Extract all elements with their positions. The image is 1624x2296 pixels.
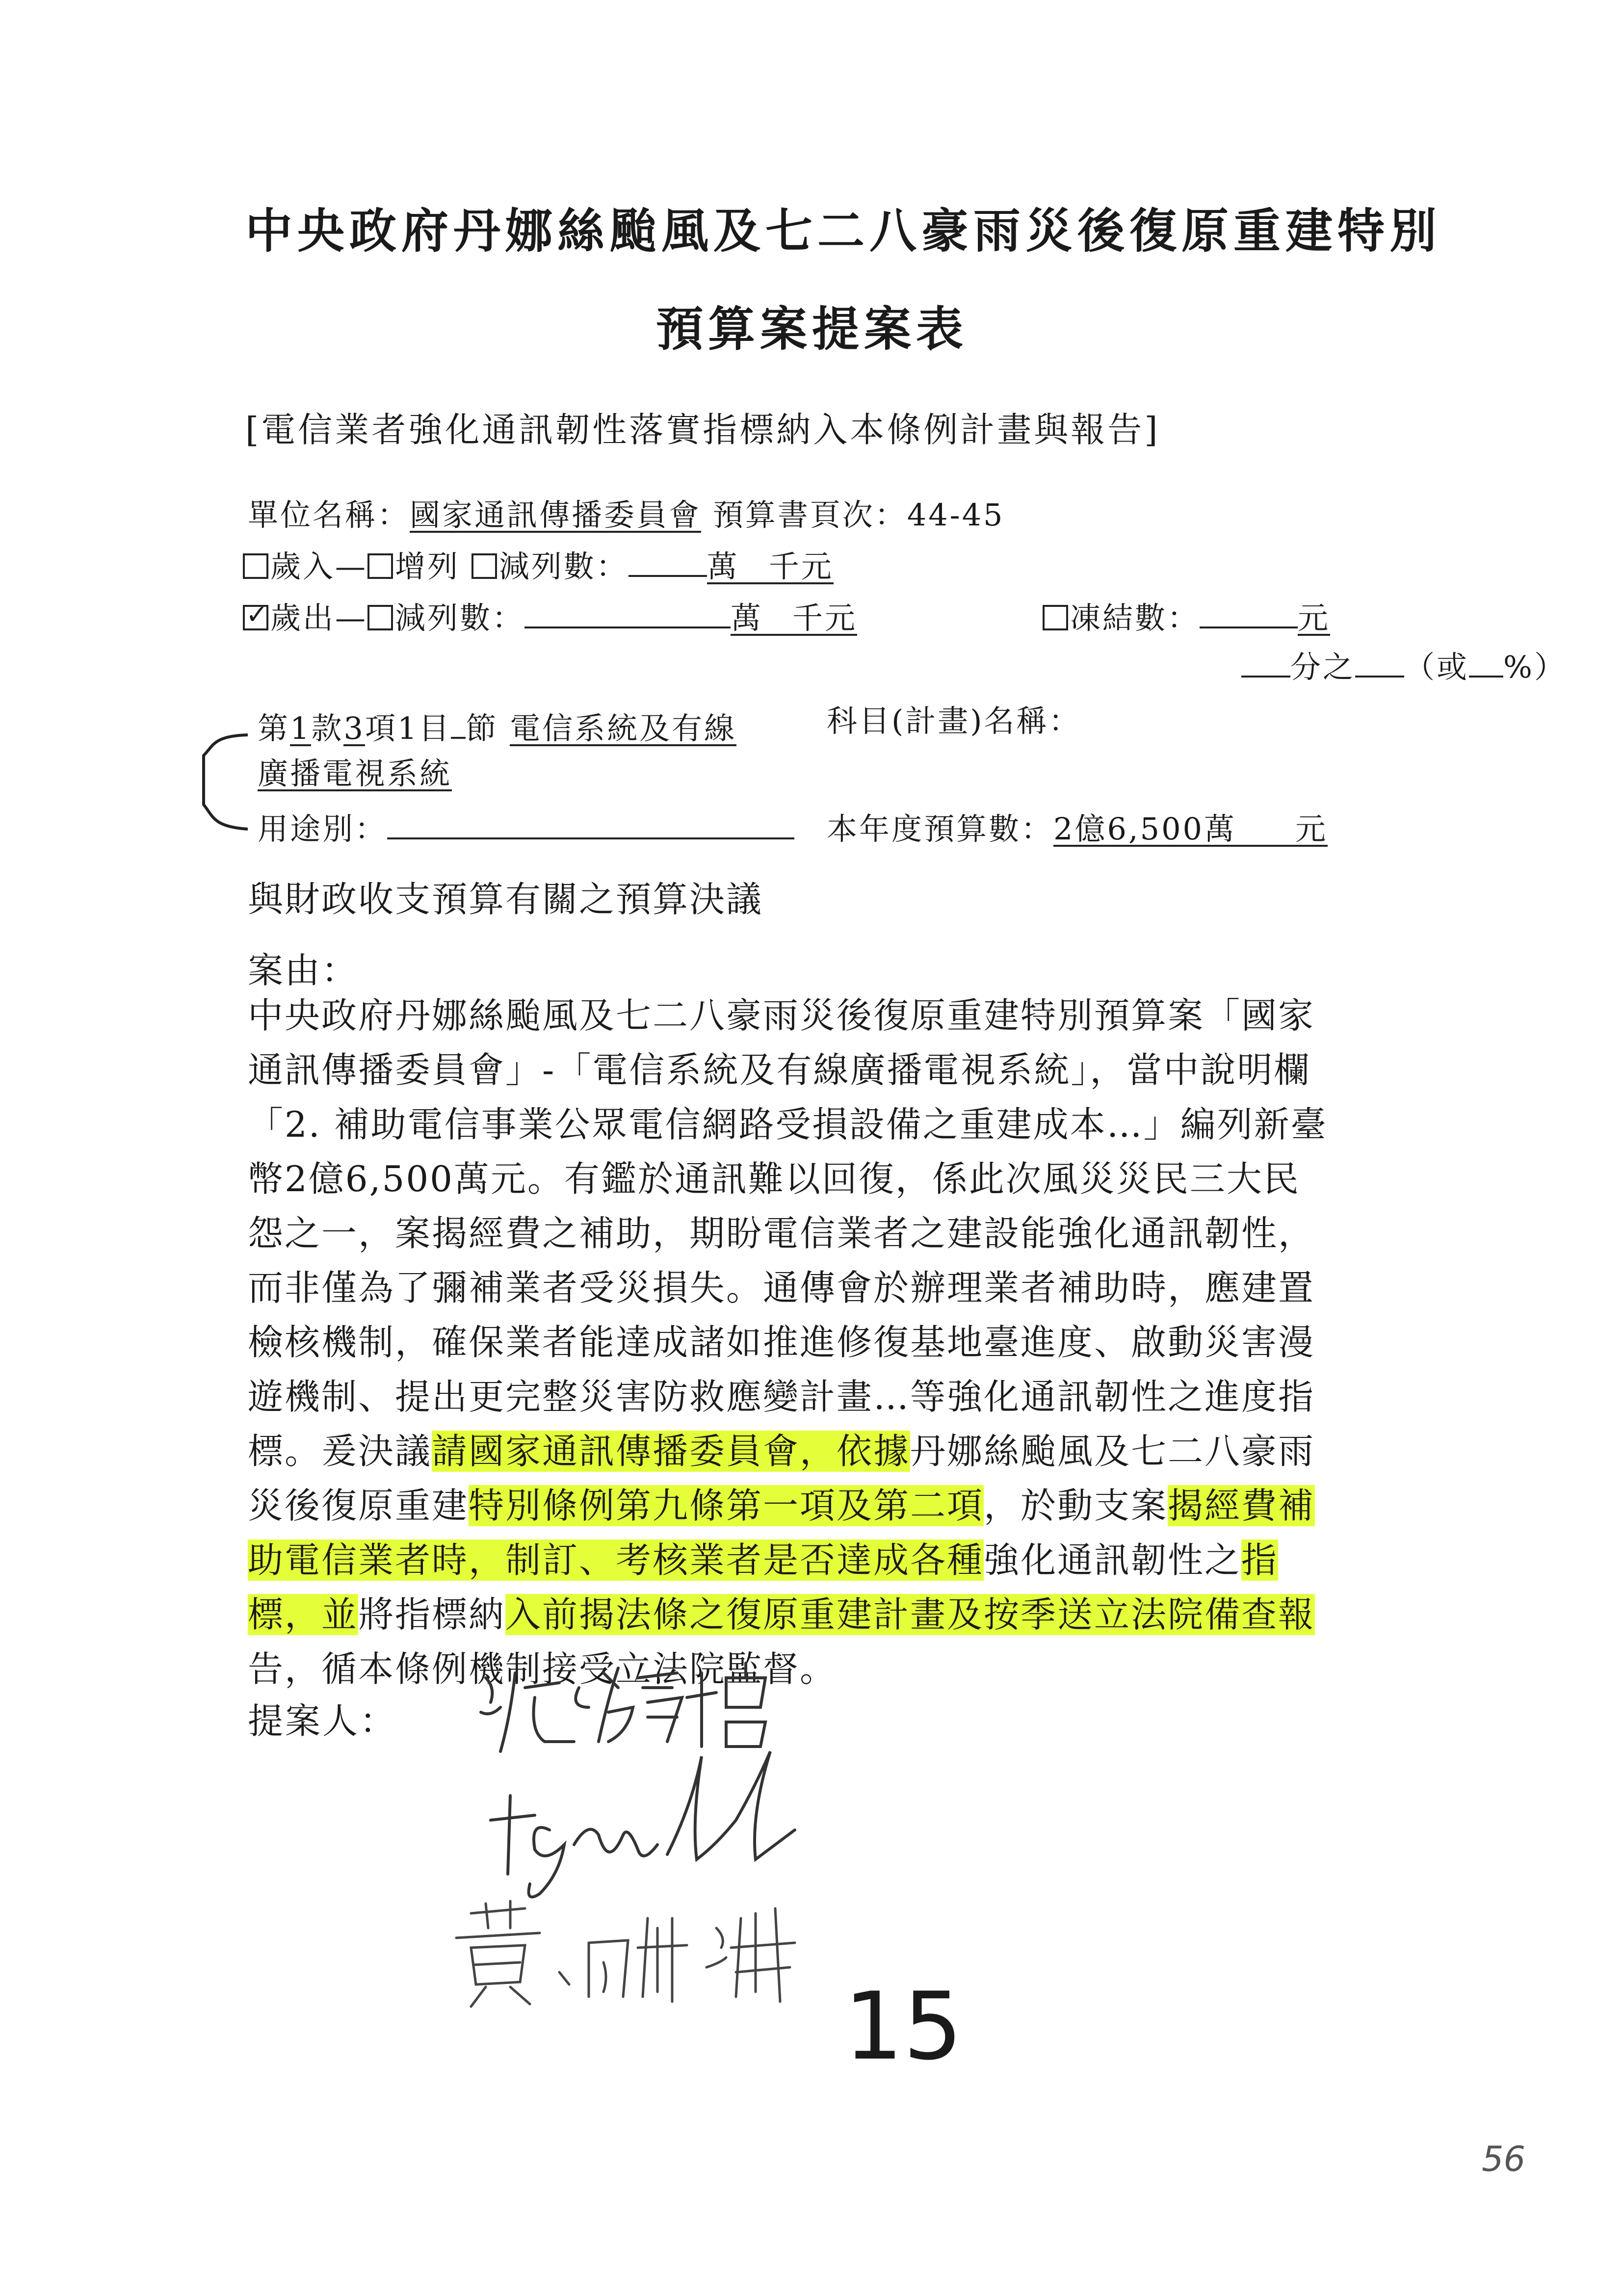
case-text: 而非僅為了彌補業者受災損失。通傳會於辦理業者補助時，應建置: [248, 1267, 1315, 1308]
proposer-label: 提案人：: [248, 1700, 397, 1742]
case-line: [248, 1097, 1391, 1152]
case-text: 將指標納: [358, 1594, 506, 1635]
mu-value: 1: [397, 710, 419, 746]
highlighted-text: 特別條例第九條第一項及第二項: [469, 1485, 984, 1526]
revenue-decrease-label: 減列數：: [498, 548, 629, 584]
section-brace: [194, 731, 253, 834]
revenue-wan: 萬: [707, 550, 754, 584]
expense-label: 歲出—: [270, 600, 368, 636]
annual-budget-value: 2億6,500萬: [1053, 813, 1295, 847]
case-line: [248, 1588, 1391, 1642]
case-line: [248, 1043, 1391, 1097]
case-text: 幣2億6,500萬元。有鑑於通訊難以回復，係此次風災災民三大民: [248, 1158, 1300, 1200]
kuan-label: 款: [311, 710, 344, 746]
unit-value: 國家通訊傳播委員會: [410, 497, 702, 533]
subject-name-label: 科目(計畫)名稱：: [827, 703, 1081, 739]
annual-budget-unit: 元: [1295, 811, 1328, 847]
percent-label: %）: [1503, 649, 1567, 685]
case-line: [248, 1533, 1391, 1588]
increase-checkbox[interactable]: [367, 553, 393, 579]
case-text: 遊機制、提出更完整災害防救應變計畫…等強化通訊韌性之進度指: [248, 1376, 1315, 1417]
kuan-value: 1: [290, 710, 312, 746]
case-text: 災後復原重建: [248, 1485, 469, 1526]
case-text: 中央政府丹娜絲颱風及七二八豪雨災後復原重建特別預算案「國家: [248, 995, 1315, 1036]
case-text: 怨之一，案揭經費之補助，期盼電信業者之建設能強化通訊韌性，: [248, 1213, 1315, 1254]
case-text: 強化通訊韌性之: [984, 1539, 1242, 1581]
highlighted-text: 揭經費補: [1168, 1485, 1315, 1526]
expense-decrease-checkbox[interactable]: [367, 605, 393, 630]
fraction-label: 分之: [1290, 649, 1356, 685]
or-label: （或: [1404, 649, 1469, 685]
case-line: [248, 1261, 1391, 1315]
case-text: 告，循本條例機制接受立法院監督。: [248, 1648, 837, 1690]
fraction-denominator-blank[interactable]: [1241, 646, 1290, 678]
fraction-row: [1241, 643, 1567, 686]
freeze-yuan: 元: [1298, 600, 1331, 636]
case-line: [248, 1152, 1391, 1206]
case-line: [248, 989, 1391, 1043]
case-line: [248, 1479, 1391, 1533]
case-text: 「2. 補助電信事業公眾電信網路受損設備之重建成本…」編列新臺: [248, 1104, 1328, 1145]
annual-budget-label: 本年度預算數：: [827, 811, 1054, 847]
program-name-part1: 電信系統及有線: [510, 710, 737, 746]
case-text: ，於動支案: [984, 1485, 1168, 1526]
jie-label: 節: [466, 710, 498, 746]
unit-row: [248, 491, 1005, 534]
expense-decrease-label: 減列數：: [395, 600, 525, 636]
annual-budget-row: [827, 805, 1328, 848]
highlighted-text: 請國家通訊傳播委員會，依據: [432, 1431, 911, 1472]
increase-label: 增列: [395, 548, 460, 584]
expense-wan: 萬: [731, 602, 778, 636]
mu-label: 目: [419, 710, 451, 746]
case-line: [248, 1206, 1391, 1261]
case-text: 通訊傳播委員會」-「電信系統及有線廣播電視系統」，當中說明欄: [248, 1049, 1311, 1091]
highlighted-text: 入前揭法條之復原重建計畫及按季送立法院備查報: [505, 1594, 1315, 1635]
case-line: [248, 1370, 1391, 1424]
usage-blank[interactable]: [387, 808, 794, 839]
expense-row: [243, 594, 857, 637]
unit-label: 單位名稱：: [248, 497, 410, 533]
expense-checkbox[interactable]: [243, 605, 268, 630]
expense-qianyuan: 千元: [778, 602, 857, 636]
case-line: [248, 1642, 1391, 1696]
kuan-prefix: 第: [258, 710, 290, 746]
revenue-decrease-checkbox[interactable]: [471, 553, 497, 579]
freeze-label: 凍結數：: [1070, 600, 1200, 636]
case-text: 標。爰決議: [248, 1431, 432, 1472]
form-title-line1: 中央政府丹娜絲颱風及七二八豪雨災後復原重建特別: [245, 204, 1441, 259]
freeze-amount-blank[interactable]: [1200, 597, 1298, 628]
expense-amount-blank[interactable]: [524, 597, 731, 628]
form-title-line2: 預算案提案表: [656, 302, 968, 357]
usage-row: [258, 805, 794, 848]
signature-1: [471, 1658, 814, 1756]
revenue-label: 歲入—: [270, 548, 368, 584]
mu-blank[interactable]: [451, 707, 466, 739]
resolution-heading: 與財政收支預算有關之預算決議: [248, 879, 763, 920]
revenue-checkbox[interactable]: [243, 553, 268, 579]
revenue-qianyuan: 千元: [754, 550, 834, 584]
freeze-checkbox[interactable]: [1043, 605, 1068, 630]
revenue-row: [243, 542, 834, 586]
xiang-label: 項: [365, 710, 397, 746]
xiang-value: 3: [343, 710, 365, 746]
usage-label: 用途別：: [258, 811, 388, 847]
corner-page-number: 56: [1482, 2139, 1526, 2179]
freeze-field: [1043, 594, 1330, 637]
highlighted-text: 指: [1241, 1539, 1279, 1581]
fraction-numerator-blank[interactable]: [1355, 646, 1404, 678]
case-body: [248, 989, 1391, 1696]
case-line: [248, 1315, 1391, 1370]
proposal-subject: [電信業者強化通訊韌性落實指標納入本條例計畫與報告]: [245, 410, 1160, 450]
case-heading: 案由：: [248, 950, 359, 991]
budget-page-label: 預算書頁次：: [712, 497, 907, 533]
case-text: 丹娜絲颱風及七二八豪雨: [910, 1431, 1315, 1472]
revenue-amount-blank[interactable]: [629, 546, 707, 577]
highlighted-text: 標，並: [248, 1594, 359, 1635]
program-name-part2-wrap: [258, 756, 452, 791]
signature-3: [442, 1899, 824, 2011]
page-number: 15: [844, 1972, 963, 2081]
signature-2: [481, 1747, 834, 1908]
budget-page-value: 44-45: [907, 497, 1005, 533]
highlighted-text: 助電信業者時，制訂、考核業者是否達成各種: [248, 1539, 984, 1581]
section-line1: [258, 704, 736, 748]
percent-blank[interactable]: [1469, 646, 1503, 678]
case-line: [248, 1424, 1391, 1479]
program-name-part2: 廣播電視系統: [258, 756, 452, 791]
case-text: 檢核機制，確保業者能達成諸如推進修復基地臺進度、啟動災害漫: [248, 1322, 1315, 1363]
